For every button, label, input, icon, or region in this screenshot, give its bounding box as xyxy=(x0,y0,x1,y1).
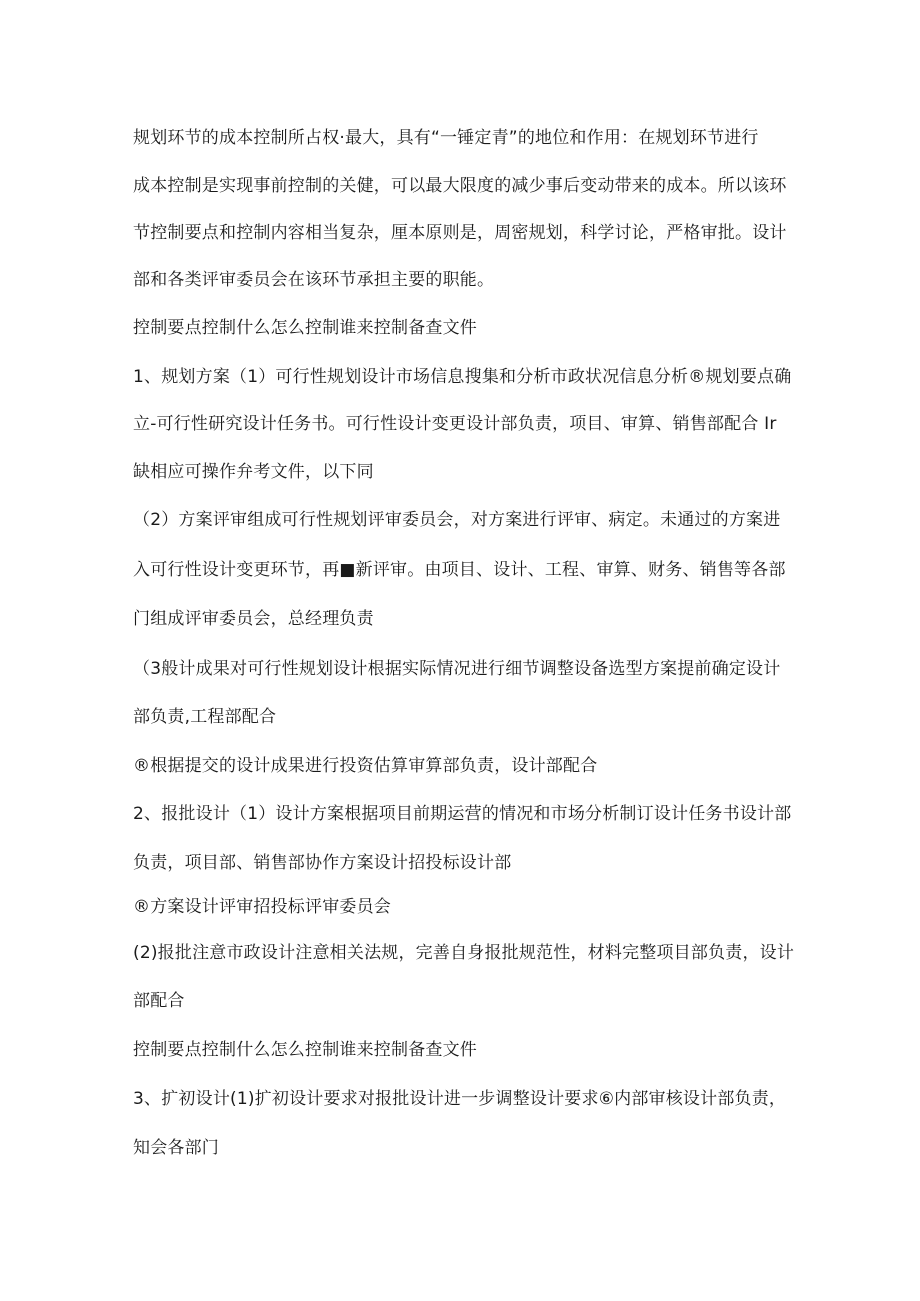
text-line: 入可行性设计变更环节，再■新评审。由项目、设计、工程、审算、财务、销售等各部 xyxy=(133,560,786,580)
text-line: （2）方案评审组成可行性规划评审委员会，对方案进行评审、病定。未通过的方案进 xyxy=(133,510,781,530)
text-line: 节控制要点和控制内容相当复杂，厘本原则是，周密规划，科学讨论，严格审批。设计 xyxy=(133,223,787,243)
text-line: 成本控制是实现事前控制的关健，可以最大限度的减少事后变动带来的成本。所以该环 xyxy=(133,176,787,196)
section-header: 控制要点控制什么怎么控制谁来控制备查文件 xyxy=(133,1040,477,1060)
text-line: 规划环节的成本控制所占权·最大，具有“一锤定青”的地位和作用：在规划环节进行 xyxy=(133,128,759,148)
text-line: 3、扩初设计(1)扩初设计要求对报批设计进一步调整设计要求⑥内部审核设计部负责， xyxy=(133,1089,787,1109)
text-line: 立-可行性研究设计任务书。可行性设计变更设计部负责，项目、审算、销售部配合 Ir xyxy=(133,414,777,434)
text-line: （3般计成果对可行性规划设计根据实际情况进行细节调整设备选型方案提前确定设计 xyxy=(133,659,781,679)
text-line: (2)报批注意市政设计注意相关法规，完善自身报批规范性，材料完整项目部负责，设计 xyxy=(133,943,795,963)
text-line: 知会各部门 xyxy=(133,1138,219,1158)
text-line: ®根据提交的设计成果进行投资估算审算部负责，设计部配合 xyxy=(133,756,598,776)
text-line: 缺相应可操作弁考文件，以下同 xyxy=(133,462,374,482)
text-line: 负责，项目部、销售部协作方案设计招投标设计部 xyxy=(133,853,512,873)
text-line: 部负责,工程部配合 xyxy=(133,707,277,727)
text-line: 2、报批设计（1）设计方案根据项目前期运营的情况和市场分析制订设计任务书设计部 xyxy=(133,804,792,824)
text-line: 部和各类评审委员会在该环节承担主要的职能。 xyxy=(133,270,495,290)
text-line: 门组成评审委员会，总经理负责 xyxy=(133,609,374,629)
text-line: 1、规划方案（1）可行性规划设计市场信息搜集和分析市政状况信息分析®规划要点确 xyxy=(133,367,792,387)
text-line: ®方案设计评审招投标评审委员会 xyxy=(133,897,391,917)
text-line: 部配合 xyxy=(133,991,185,1011)
section-header: 控制要点控制什么怎么控制谁来控制备查文件 xyxy=(133,318,477,338)
